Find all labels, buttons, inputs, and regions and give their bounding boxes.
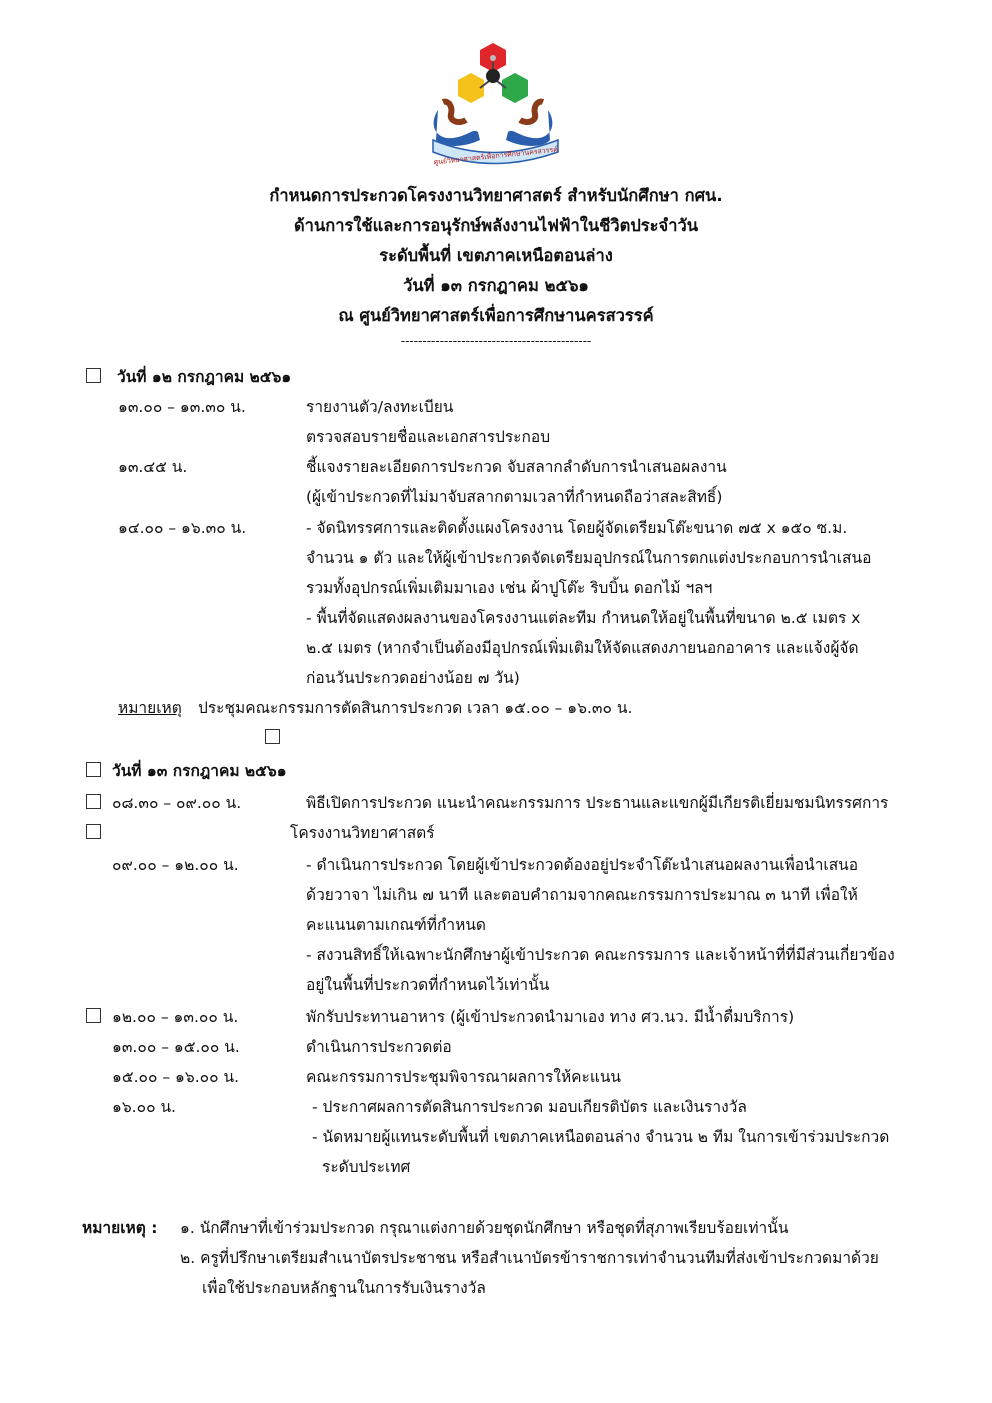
day1-row2-text: ชี้แจงรายละเอียดการประกวด จับสลากลำดับการนำเสนอผลงาน xyxy=(306,458,727,476)
checkbox-day2[interactable] xyxy=(86,762,101,777)
footer-note-2: ๒. ครูที่ปรึกษาเตรียมสำเนาบัตรประชาชน หรือสำเนาบัตรข้าราชการเท่าจำนวนทีมที่ส่งเข้าประกวดมาด้วย xyxy=(180,1249,879,1267)
day1-row3-text-6: ก่อนวันประกวดอย่างน้อย ๗ วัน) xyxy=(306,669,520,687)
header-title-line3: ระดับพื้นที่ เขตภาคเหนือตอนล่าง xyxy=(379,246,613,265)
svg-text:ศูนย์วิทยาศาสตร์เพื่อการศึกษาน: ศูนย์วิทยาศาสตร์เพื่อการศึกษานครสวรรค์ xyxy=(433,145,559,167)
day1-row3-text-2: จำนวน ๑ ตัว และให้ผู้เข้าประกวดจัดเตรียมอุปกรณ์ในการตกแต่งประกอบการนำเสนอ xyxy=(306,549,872,567)
day2-row2-text-3: คะแนนตามเกณฑ์ที่กำหนด xyxy=(306,916,486,934)
day2-row2-text-2: ด้วยวาจา ไม่เกิน ๗ นาที และตอบคำถามจากคณะกรรมการประมาณ ๓ นาที เพื่อให้ xyxy=(306,886,858,904)
day2-row6-text: - ประกาศผลการตัดสินการประกวด มอบเกียรติบัตร และเงินรางวัล xyxy=(312,1098,747,1116)
day2-row2-text-4: - สงวนสิทธิ์ให้เฉพาะนักศึกษาผู้เข้าประกวด คณะกรรมการ และเจ้าหน้าที่ที่มีส่วนเกี่ยวข้อง xyxy=(306,946,895,964)
day1-row3-text-5: ๒.๕ เมตร (หากจำเป็นต้องมีอุปกรณ์เพิ่มเติมให้จัดแสดงภายนอกอาคาร และแจ้งผู้จัด xyxy=(306,639,859,657)
day2-row4-text: ดำเนินการประกวดต่อ xyxy=(306,1038,452,1056)
day1-row2-text-2: (ผู้เข้าประกวดที่ไม่มาจับสลากตามเวลาที่กำหนดถือว่าสละสิทธิ์) xyxy=(306,488,723,506)
footer-note-1: ๑. นักศึกษาที่เข้าร่วมประกวด กรุณาแต่งกายด้วยชุดนักศึกษา หรือชุดที่สุภาพเรียบร้อยเท่านั้น xyxy=(180,1219,789,1237)
day2-row4-time: ๑๓.๐๐ – ๑๕.๐๐ น. xyxy=(112,1038,240,1056)
day2-row6-time: ๑๖.๐๐ น. xyxy=(112,1098,176,1116)
science-center-logo xyxy=(418,40,568,170)
header-title-line2: ด้านการใช้และการอนุรักษ์พลังงานไฟฟ้าในชีวิตประจำวัน xyxy=(293,216,699,235)
day1-title: วันที่ ๑๒ กรกฎาคม ๒๕๖๑ xyxy=(117,368,292,386)
day1-row3-text: - จัดนิทรรศการและติดตั้งแผงโครงงาน โดยผู้จัดเตรียมโต๊ะขนาด ๗๕ x ๑๕๐ ซ.ม. xyxy=(306,519,848,537)
day1-row3-text-4: - พื้นที่จัดแสดงผลงานของโครงงานแต่ละทีม กำหนดให้อยู่ในพื้นที่ขนาด ๒.๕ เมตร x xyxy=(306,609,861,627)
day2-row6-text-3: ระดับประเทศ xyxy=(322,1158,411,1176)
day1-row1-text-2: ตรวจสอบรายชื่อและเอกสารประกอบ xyxy=(306,428,551,446)
day1-row3-time: ๑๔.๐๐ – ๑๖.๓๐ น. xyxy=(118,519,247,537)
day2-row3-time: ๑๒.๐๐ – ๑๓.๐๐ น. xyxy=(112,1008,239,1026)
day1-row1-text: รายงานตัว/ลงทะเบียน xyxy=(306,398,454,416)
day2-row5-time: ๑๕.๐๐ – ๑๖.๐๐ น. xyxy=(112,1068,239,1086)
header-date: วันที่ ๑๓ กรกฎาคม ๒๕๖๑ xyxy=(403,276,589,295)
day2-row2-text: - ดำเนินการประกวด โดยผู้เข้าประกวดต้องอยู่ประจำโต๊ะนำเสนอผลงานเพื่อนำเสนอ xyxy=(306,856,859,874)
day2-row6-text-2: - นัดหมายผู้แทนระดับพื้นที่ เขตภาคเหนือตอนล่าง จำนวน ๒ ทีม ในการเข้าร่วมประกวด xyxy=(312,1128,890,1146)
day2-row2-text-5: อยู่ในพื้นที่ประกวดที่กำหนดไว้เท่านั้น xyxy=(306,976,550,994)
footer-note-3: เพื่อใช้ประกอบหลักฐานในการรับเงินรางวัล xyxy=(202,1279,486,1297)
day1-note-label: หมายเหตุ xyxy=(118,699,182,717)
header-divider: -------------------------------------------- xyxy=(400,334,592,348)
footer-note-label: หมายเหตุ : xyxy=(82,1219,158,1237)
checkbox-empty[interactable] xyxy=(265,729,280,744)
checkbox-day2-row1b[interactable] xyxy=(86,824,101,839)
day2-row1-time: ๐๘.๓๐ – ๐๙.๐๐ น. xyxy=(112,794,242,812)
day1-row1-time: ๑๓.๐๐ – ๑๓.๓๐ น. xyxy=(118,398,246,416)
day2-title: วันที่ ๑๓ กรกฎาคม ๒๕๖๑ xyxy=(112,762,287,780)
checkbox-day2-row3[interactable] xyxy=(86,1008,101,1023)
header-venue: ณ ศูนย์วิทยาศาสตร์เพื่อการศึกษานครสวรรค์ xyxy=(338,306,654,325)
day2-row1-text: พิธีเปิดการประกวด แนะนำคณะกรรมการ ประธานและแขกผู้มีเกียรติเยี่ยมชมนิทรรศการ xyxy=(306,794,889,812)
day2-row5-text: คณะกรรมการประชุมพิจารณาผลการให้คะแนน xyxy=(306,1068,622,1086)
checkbox-day1[interactable] xyxy=(86,368,101,383)
checkbox-day2-row1[interactable] xyxy=(86,794,101,809)
day1-row3-text-3: รวมทั้งอุปกรณ์เพิ่มเติมมาเอง เช่น ผ้าปูโต๊ะ ริบบิ้น ดอกไม้ ฯลฯ xyxy=(306,579,713,597)
header-title-line1: กำหนดการประกวดโครงงานวิทยาศาสตร์ สำหรับนักศึกษา กศน. xyxy=(269,186,723,205)
day2-row2-time: ๐๙.๐๐ – ๑๒.๐๐ น. xyxy=(112,856,239,874)
day2-row1-text-2: โครงงานวิทยาศาสตร์ xyxy=(290,824,435,842)
day1-note-text: ประชุมคณะกรรมการตัดสินการประกวด เวลา ๑๕.๐๐ – ๑๖.๓๐ น. xyxy=(198,699,633,717)
day1-row2-time: ๑๓.๔๕ น. xyxy=(118,458,188,476)
day2-row3-text: พักรับประทานอาหาร (ผู้เข้าประกวดนำมาเอง ทาง ศว.นว. มีน้ำดื่มบริการ) xyxy=(306,1008,795,1026)
